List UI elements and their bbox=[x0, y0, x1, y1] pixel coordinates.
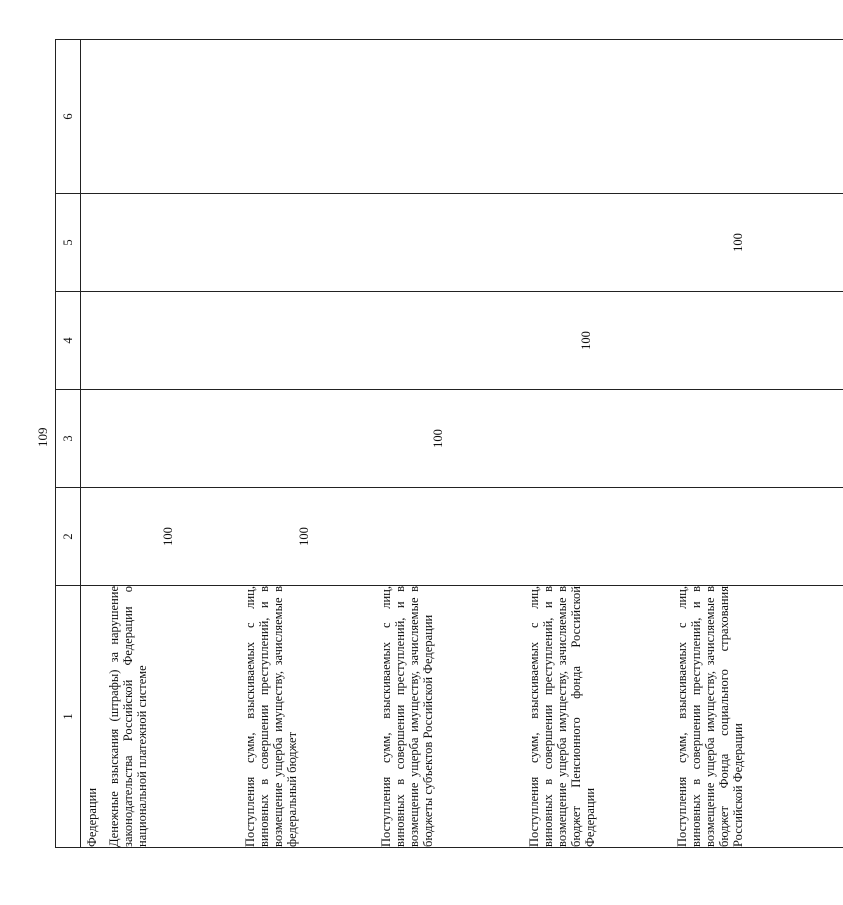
row-value bbox=[675, 40, 843, 194]
row-value: 100 bbox=[675, 194, 843, 292]
row-value: 100 bbox=[243, 488, 379, 586]
row-value bbox=[81, 292, 108, 390]
row-value bbox=[527, 40, 675, 194]
page-number: 109 bbox=[35, 427, 50, 447]
row-value bbox=[81, 390, 108, 488]
row-value bbox=[107, 40, 243, 194]
row-value bbox=[107, 194, 243, 292]
row-name: Федерации bbox=[81, 586, 108, 848]
rotated-sheet bbox=[15, 20, 745, 890]
row-value bbox=[243, 390, 379, 488]
row-value bbox=[81, 488, 108, 586]
table-row bbox=[379, 40, 527, 848]
row-value bbox=[243, 194, 379, 292]
table-row bbox=[675, 40, 843, 848]
row-value bbox=[379, 40, 527, 194]
table-row bbox=[81, 40, 108, 848]
row-value bbox=[675, 488, 843, 586]
row-value bbox=[379, 292, 527, 390]
row-value bbox=[675, 390, 843, 488]
row-name: Поступления сумм, взыскиваемых с лиц, виновных в совершении преступлений, и в возмещение ущерба имуществу, зачисляемые в федеральный бюджет bbox=[243, 586, 379, 848]
column-header: 5 bbox=[56, 194, 81, 292]
column-header: 1 bbox=[56, 586, 81, 848]
row-value bbox=[243, 292, 379, 390]
column-header: 4 bbox=[56, 292, 81, 390]
row-name: Поступления сумм, взыскиваемых с лиц, виновных в совершении преступлений, и в возмещение ущерба имуществу, зачисляемые в бюджет Фонда социального страхования Российской Федерации bbox=[675, 586, 843, 848]
column-header: 3 bbox=[56, 390, 81, 488]
table-row bbox=[243, 40, 379, 848]
row-value: 100 bbox=[107, 488, 243, 586]
row-value bbox=[243, 40, 379, 194]
row-value bbox=[107, 390, 243, 488]
column-header: 2 bbox=[56, 488, 81, 586]
row-value bbox=[675, 292, 843, 390]
table-row bbox=[107, 40, 243, 848]
row-name: Поступления сумм, взыскиваемых с лиц, виновных в совершении преступлений, и в возмещение ущерба имуществу, зачисляемые в бюджеты субъектов Российской Федерации bbox=[379, 586, 527, 848]
row-value bbox=[379, 488, 527, 586]
row-value: 100 bbox=[527, 292, 675, 390]
row-name: Денежные взыскания (штрафы) за нарушение законодательства Российской Федерации о национальной платежной системе bbox=[107, 586, 243, 848]
row-value bbox=[527, 194, 675, 292]
row-name: Поступления сумм, взыскиваемых с лиц, виновных в совершении преступлений, и в возмещение ущерба имуществу, зачисляемые в бюджет Пенсионного фонда Российской Федерации bbox=[527, 586, 675, 848]
row-value bbox=[107, 292, 243, 390]
row-value bbox=[81, 40, 108, 194]
row-value bbox=[527, 390, 675, 488]
column-header: 6 bbox=[56, 40, 81, 194]
row-value bbox=[379, 194, 527, 292]
table-row bbox=[527, 40, 675, 848]
header-row bbox=[56, 40, 81, 848]
row-value: 100 bbox=[379, 390, 527, 488]
row-value bbox=[81, 194, 108, 292]
row-value bbox=[527, 488, 675, 586]
budget-table bbox=[55, 39, 843, 848]
